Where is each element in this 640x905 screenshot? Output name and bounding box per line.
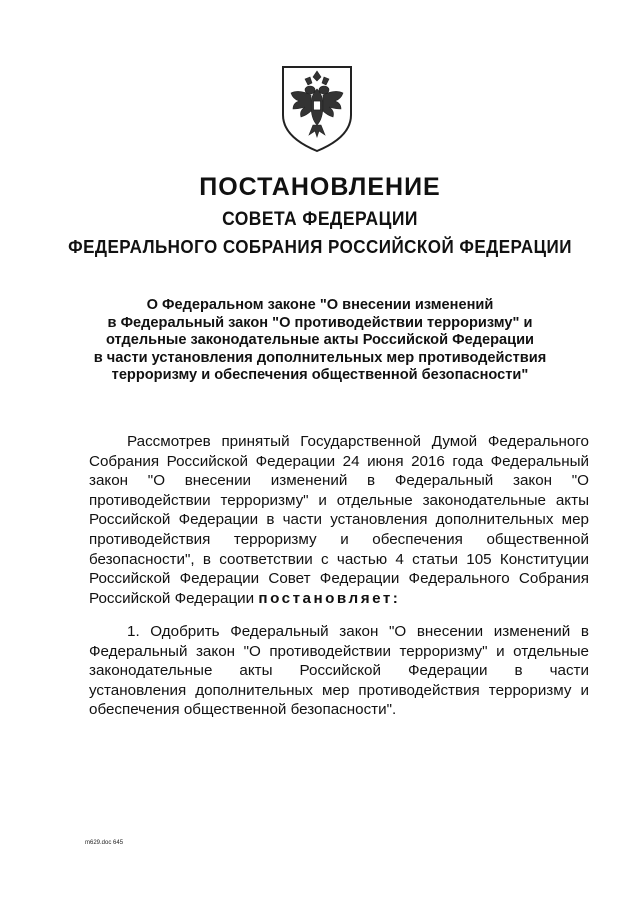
heading-line: в части установления дополнительных мер противодействия [93,349,547,366]
coat-of-arms-russia-icon [277,63,357,153]
document-subtitle-line1: СОВЕТА ФЕДЕРАЦИИ [222,209,418,230]
heading-line: О Федеральном законе "О внесении изменений [146,297,494,313]
document-title: ПОСТАНОВЛЕНИЕ [199,173,441,201]
document-file-code: m629.doc 645 [85,840,124,846]
paragraph-line: Федеральный закон "О противодействии терроризму" и отдельные [89,642,589,660]
paragraph-line: противодействии терроризму" и отдельные законодательные акты [89,491,589,509]
paragraph-line: противодействия терроризму и обеспечения общественной [89,530,589,548]
paragraph-line-text: Российской Федерации [89,589,255,607]
law-heading [70,297,570,385]
heading-line: в Федеральный закон "О противодействии терроризму" и [107,314,533,331]
paragraph-line: Рассмотрев принятый Государственной Думой Федерального [127,433,589,450]
paragraph-line: Российской Федерации Совет Федерации Федерального Собрания [89,570,589,588]
heading-line: отдельные законодательные акты Российской Федерации [105,332,535,349]
heading-line: терроризму и обеспечения общественной безопасности" [111,367,529,384]
paragraph-line: установления дополнительных мер противодействия терроризму и [89,681,589,699]
paragraph-line: закон "О внесении изменений в Федеральный закон "О [89,472,589,490]
resolution-item-1 [89,622,589,720]
preamble-paragraph [89,432,589,608]
paragraph-line: 1. Одобрить Федеральный закон "О внесении изменений в [127,623,589,640]
paragraph-line: безопасности", в соответствии с частью 4 статьи 105 Конституции [89,550,589,568]
paragraph-line: Собрания Российской Федерации 24 июня 2016 года Федеральный [89,452,589,470]
decision-word: постановляет: [258,589,401,607]
paragraph-line-final [89,589,589,609]
paragraph-line: законодательные акты Российской Федерации в части [89,662,589,680]
paragraph-line: обеспечения общественной безопасности". [89,701,397,719]
document-subtitle-line2: ФЕДЕРАЛЬНОГО СОБРАНИЯ РОССИЙСКОЙ ФЕДЕРАЦИИ [68,236,572,257]
paragraph-line: Российской Федерации в части установления дополнительных мер [89,511,589,529]
